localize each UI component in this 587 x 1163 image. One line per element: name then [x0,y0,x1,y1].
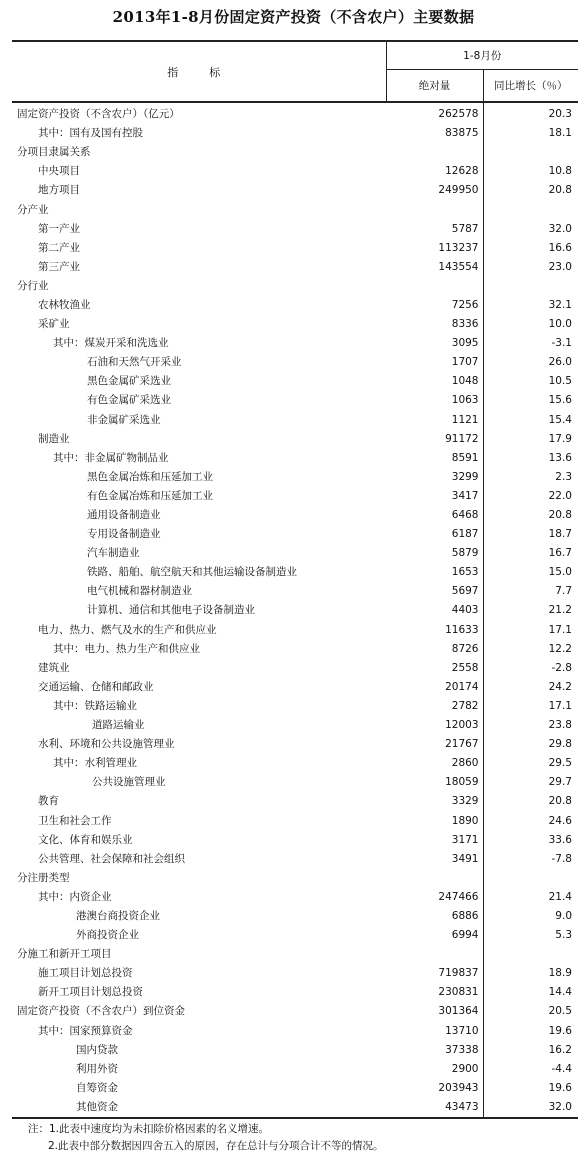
row-label: 非金属矿采选业 [87,413,161,426]
table-row [12,1041,578,1060]
row-label: 固定资产投资（不含农户）（亿元） [17,108,180,121]
table-row [12,716,578,735]
row-label: 其中：铁路运输业 [53,699,137,712]
absolute-value [386,277,483,296]
absolute-value: 6187 [386,525,483,544]
row-label: 其中：国有及国有控股 [38,127,143,140]
row-label: 道路运输业 [92,719,145,732]
growth-value: 24.2 [548,680,572,693]
absolute-value: 8726 [386,640,483,659]
table-row [12,888,578,907]
table-row [12,773,578,792]
growth-value: 12.2 [548,642,572,655]
row-label: 有色金属矿采选业 [87,394,171,407]
absolute-value: 3329 [386,792,483,811]
row-label: 第三产业 [38,260,80,273]
row-label: 公共设施管理业 [92,776,166,789]
growth-value: -4.4 [551,1062,572,1075]
absolute-value: 20174 [386,678,483,697]
table-row [12,945,578,964]
absolute-value: 1707 [386,353,483,372]
growth-value: -7.8 [551,852,572,865]
row-label: 交通运输、仓储和邮政业 [38,680,154,693]
table-row [12,869,578,888]
row-label: 公共管理、社会保障和社会组织 [38,852,185,865]
table-row [12,1022,578,1041]
absolute-value: 143554 [386,258,483,277]
growth-value: 10.0 [548,318,572,331]
growth-value: 32.0 [483,1098,578,1118]
table-row [12,735,578,754]
growth-value: 21.4 [548,890,572,903]
table-row [12,353,578,372]
table-row [12,239,578,258]
table-row [12,372,578,391]
row-label: 计算机、通信和其他电子设备制造业 [87,604,255,617]
growth-value: 29.7 [548,776,572,789]
table-row [12,697,578,716]
absolute-value: 8591 [386,449,483,468]
row-label: 分项目隶属关系 [17,146,91,159]
table-row [12,296,578,315]
absolute-value: 2900 [386,1060,483,1079]
row-label: 国内贷款 [76,1043,118,1056]
absolute-value: 5787 [386,220,483,239]
row-label: 有色金属冶炼和压延加工业 [87,489,213,502]
absolute-value: 13710 [386,1022,483,1041]
growth-value: 13.6 [548,451,572,464]
growth-value: 15.0 [548,566,572,579]
absolute-value: 7256 [386,296,483,315]
absolute-value: 6886 [386,907,483,926]
absolute-value: 3417 [386,487,483,506]
table-row [12,277,578,296]
growth-value: 18.1 [548,127,572,140]
row-label: 分产业 [17,203,49,216]
absolute-value: 2860 [386,754,483,773]
growth-value: 19.6 [548,1081,572,1094]
absolute-value: 6468 [386,506,483,525]
row-label: 分行业 [17,279,49,292]
growth-value: 2.3 [555,470,572,483]
row-label: 铁路、船舶、航空航天和其他运输设备制造业 [87,566,297,579]
row-label: 黑色金属冶炼和压延加工业 [87,470,213,483]
row-label: 文化、体育和娱乐业 [38,833,133,846]
row-label: 中央项目 [38,165,80,178]
absolute-value: 113237 [386,239,483,258]
growth-value: -3.1 [551,337,572,350]
table-row [12,487,578,506]
absolute-value: 230831 [386,983,483,1002]
row-label: 其中：电力、热力生产和供应业 [53,642,200,655]
table-row [12,468,578,487]
row-label: 采矿业 [38,318,70,331]
row-label: 利用外资 [76,1062,118,1075]
row-label: 第一产业 [38,222,80,235]
absolute-value: 1048 [386,372,483,391]
row-label: 水利、环境和公共设施管理业 [38,738,175,751]
page-title: 2013年1-8月份固定资产投资（不含农户）主要数据 [112,8,475,26]
row-label: 其中：内资企业 [38,890,112,903]
table-row [12,926,578,945]
table-row [12,1098,578,1118]
growth-value: 16.6 [548,241,572,254]
growth-value: 17.9 [548,432,572,445]
growth-value: 16.2 [548,1043,572,1056]
table-row [12,907,578,926]
absolute-value: 3491 [386,850,483,869]
absolute-value: 1063 [386,391,483,410]
table-row [12,601,578,620]
absolute-value: 2558 [386,659,483,678]
row-label: 分施工和新开工项目 [17,948,112,961]
absolute-value: 719837 [386,964,483,983]
growth-value: 20.3 [548,108,572,121]
table-row [12,258,578,277]
table-row [12,391,578,410]
growth-value: 32.1 [548,298,572,311]
table-row [12,449,578,468]
growth-value: 7.7 [555,585,572,598]
absolute-value: 6994 [386,926,483,945]
absolute-value: 3095 [386,334,483,353]
absolute-value: 1121 [386,411,483,430]
row-label: 汽车制造业 [87,547,140,560]
table-row [12,411,578,430]
absolute-value: 12628 [386,162,483,181]
growth-value: 15.4 [548,413,572,426]
growth-value: 10.5 [548,375,572,388]
growth-value: 22.0 [548,489,572,502]
row-label: 农林牧渔业 [38,298,91,311]
row-label: 外商投资企业 [76,929,139,942]
absolute-value: 3171 [386,831,483,850]
investment-data-table [12,40,578,1119]
table-row [12,1079,578,1098]
table-row [12,754,578,773]
table-row [12,850,578,869]
table-row [12,983,578,1002]
growth-value: 17.1 [548,699,572,712]
table-row [12,430,578,449]
growth-value: 29.8 [548,738,572,751]
row-label: 其他资金 [12,1098,386,1118]
row-label: 其中：国家预算资金 [38,1024,133,1037]
absolute-value: 1653 [386,563,483,582]
table-row [12,162,578,181]
growth-value: 33.6 [548,833,572,846]
row-label: 分注册类型 [17,871,70,884]
table-row [12,659,578,678]
absolute-value [386,869,483,888]
absolute-value: 203943 [386,1079,483,1098]
growth-value [483,277,578,296]
absolute-value: 247466 [386,888,483,907]
absolute-value: 43473 [386,1098,483,1118]
table-row [12,792,578,811]
row-label: 卫生和社会工作 [38,814,112,827]
row-label: 其中：煤炭开采和洗选业 [53,337,169,350]
row-label: 制造业 [38,432,70,445]
period-header: 1-8月份 [386,41,578,69]
growth-value: 29.5 [548,757,572,770]
growth-value: 20.8 [548,509,572,522]
table-row [12,640,578,659]
growth-value: 18.7 [548,528,572,541]
row-label: 港澳台商投资企业 [76,909,160,922]
growth-value: 19.6 [548,1024,572,1037]
growth-value: 23.8 [548,719,572,732]
indicator-column-header: 指 标 [12,41,386,102]
absolute-value: 8336 [386,315,483,334]
table-row [12,678,578,697]
absolute-value: 21767 [386,735,483,754]
absolute-value: 5697 [386,582,483,601]
absolute-value: 18059 [386,773,483,792]
table-row [12,315,578,334]
growth-value: -2.8 [551,661,572,674]
growth-value: 21.2 [548,604,572,617]
row-label: 其中：非金属矿物制品业 [53,451,169,464]
absolute-value: 301364 [386,1002,483,1021]
growth-value: 24.6 [548,814,572,827]
growth-value: 23.0 [548,260,572,273]
growth-value: 18.9 [548,967,572,980]
row-label: 建筑业 [38,661,70,674]
row-label: 电气机械和器材制造业 [87,585,192,598]
row-label: 电力、热力、燃气及水的生产和供应业 [38,623,217,636]
growth-value: 26.0 [548,356,572,369]
table-row [12,200,578,219]
absolute-value: 4403 [386,601,483,620]
table-row [12,563,578,582]
absolute-value [386,945,483,964]
table-row [12,964,578,983]
absolute-value: 1890 [386,811,483,830]
growth-value: 9.0 [555,909,572,922]
absolute-value: 37338 [386,1041,483,1060]
absolute-value: 91172 [386,430,483,449]
growth-value: 14.4 [548,986,572,999]
table-row [12,621,578,640]
growth-value: 20.8 [548,795,572,808]
growth-value [483,945,578,964]
growth-value: 16.7 [548,547,572,560]
row-label: 自筹资金 [76,1081,118,1094]
table-row [12,506,578,525]
table-row [12,582,578,601]
table-body [12,102,578,1118]
row-label: 其中：水利管理业 [53,757,137,770]
table-row [12,544,578,563]
row-label: 新开工项目计划总投资 [38,986,143,999]
row-label: 施工项目计划总投资 [38,967,133,980]
table-row [12,811,578,830]
footnote-1: 注：1.此表中速度均为未扣除价格因素的名义增速。 [28,1123,270,1135]
table-row [12,831,578,850]
absolute-value: 3299 [386,468,483,487]
table-row [12,334,578,353]
table-row [12,124,578,143]
table-row [12,1060,578,1079]
table-row [12,1002,578,1021]
row-label: 固定资产投资（不含农户）到位资金 [17,1005,185,1018]
absolute-value: 5879 [386,544,483,563]
footnotes [28,1121,384,1155]
growth-value: 10.8 [548,165,572,178]
growth-value: 17.1 [548,623,572,636]
row-label: 通用设备制造业 [87,509,161,522]
absolute-column-header: 绝对量 [386,69,483,102]
growth-value: 15.6 [548,394,572,407]
table-row [12,102,578,124]
row-label: 黑色金属矿采选业 [87,375,171,388]
table-row [12,143,578,162]
growth-value: 20.8 [548,184,572,197]
row-label: 石油和天然气开采业 [87,356,182,369]
absolute-value [386,200,483,219]
absolute-value: 2782 [386,697,483,716]
growth-value: 5.3 [555,929,572,942]
absolute-value: 83875 [386,124,483,143]
table-row [12,220,578,239]
row-label: 教育 [38,795,59,808]
growth-value [483,200,578,219]
footnote-2: 2.此表中部分数据因四舍五入的原因，存在总计与分项合计不等的情况。 [48,1140,384,1152]
absolute-value [386,143,483,162]
row-label: 地方项目 [38,184,80,197]
growth-value: 20.5 [548,1005,572,1018]
table-row [12,525,578,544]
growth-column-header: 同比增长（％） [483,69,578,102]
absolute-value: 11633 [386,621,483,640]
table-row [12,181,578,200]
row-label: 第二产业 [38,241,80,254]
growth-value [483,143,578,162]
growth-value [483,869,578,888]
absolute-value: 12003 [386,716,483,735]
absolute-value: 249950 [386,181,483,200]
absolute-value: 262578 [386,102,483,124]
row-label: 专用设备制造业 [87,528,161,541]
growth-value: 32.0 [548,222,572,235]
